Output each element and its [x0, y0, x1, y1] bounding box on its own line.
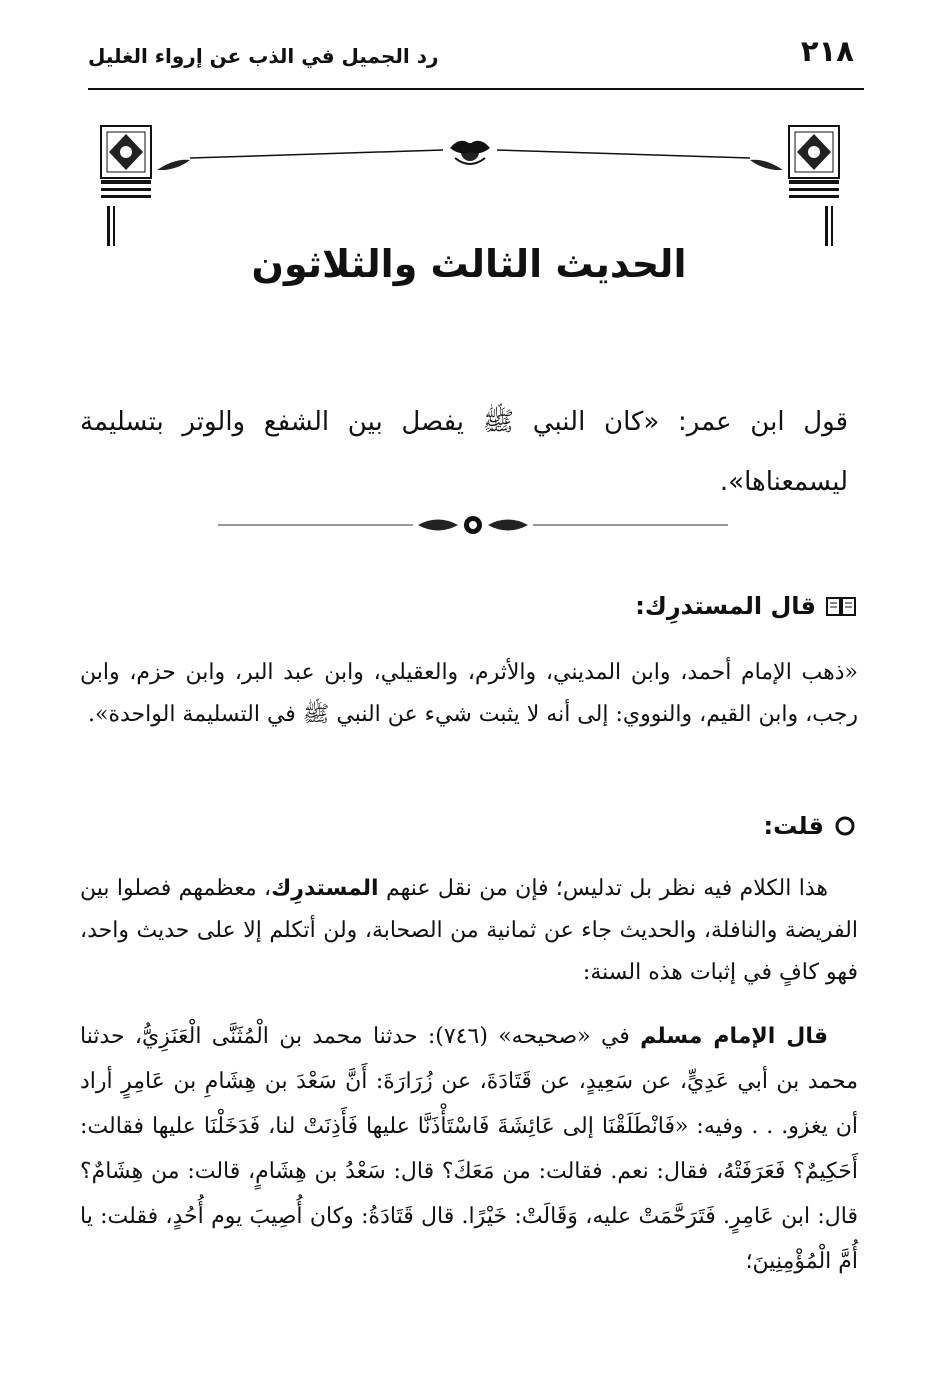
mustadrik-quote: «ذهب الإمام أحمد، وابن المديني، والأثرم، والعقيلي، وابن عبد البر، وابن حزم، وابن رجب، وابن القيم، والنووي: إلى أنه لا يثبت شيء عن النبي ﷺ في التسليمة الواحدة».: [80, 660, 858, 727]
response-paragraph-1-bold: المستدرِك: [271, 876, 379, 901]
chapter-ornament-frame: [95, 118, 845, 258]
response-paragraph-2: [80, 1014, 858, 1284]
page-number: ٢١٨: [800, 34, 854, 68]
section-divider: [218, 510, 728, 540]
response-paragraph-2-bold: قال الإمام مسلم: [640, 1024, 828, 1049]
response-paragraph-2-text: في «صحيحه» (٧٤٦): حدثنا محمد بن الْمُثَنَّى الْعَنَزِيُّ، حدثنا محمد بن أبي عَدِيٍّ، عن سَعِيدٍ، عن قَتَادَةَ، عن زُرَارَةَ: أَنَّ سَعْدَ بن هِشَامِ بن عَامِرٍ أراد أن يغزو. . . وفيه: «فَانْطَلَقْنَا إلى عَائِشَةَ فَاسْتَأْذَنَّا عليها فَأَذِنَتْ لنا، فَدَخَلْنَا عليها فقالت: أَحَكِيمٌ؟ فَعَرَفَتْهُ، فقال: نعم. فقالت: من مَعَكَ؟ قال: سَعْدُ بن هِشَامٍ، قالت: من هِشَامٌ؟ قال: ابن عَامِرٍ. فَتَرَحَّمَتْ عليه، وَقَالَتْ: خَيْرًا. قال قَتَادَةُ: وكان أُصِيبَ يوم أُحُدٍ، فقلت: يا أُمَّ الْمُؤْمِنِينَ؛: [80, 1024, 858, 1274]
center-ornament: [450, 141, 490, 164]
response-heading-label: قلت:: [763, 812, 824, 840]
book-title: رد الجميل في الذب عن إرواء الغليل: [88, 44, 439, 68]
running-header: [88, 28, 864, 90]
open-book-icon: [826, 595, 856, 617]
response-heading: [763, 812, 856, 840]
response-paragraph-1: [80, 868, 858, 994]
right-ornament-tile: [789, 126, 839, 246]
response-paragraph-1-start: هذا الكلام فيه نظر بل تدليس؛ فإن من نقل عنهم: [378, 876, 828, 901]
response-paragraph-1-end: ، معظمهم فصلوا بين الفريضة والنافلة، والحديث جاء عن ثمانية من الصحابة، ولن أتكلم إلا على حديث واحد، فهو كافٍ في إثبات هذه السنة:: [80, 876, 858, 985]
chapter-title: الحديث الثالث والثلاثون: [251, 242, 687, 286]
circle-bullet-icon: [834, 815, 856, 837]
mustadrik-heading: [635, 592, 856, 620]
left-ornament-tile: [101, 126, 151, 246]
mustadrik-heading-label: قال المستدرِك:: [635, 592, 816, 620]
hadith-statement: قول ابن عمر: «كان النبي ﷺ يفصل بين الشفع والوتر بتسليمة ليسمعناها».: [80, 407, 848, 497]
